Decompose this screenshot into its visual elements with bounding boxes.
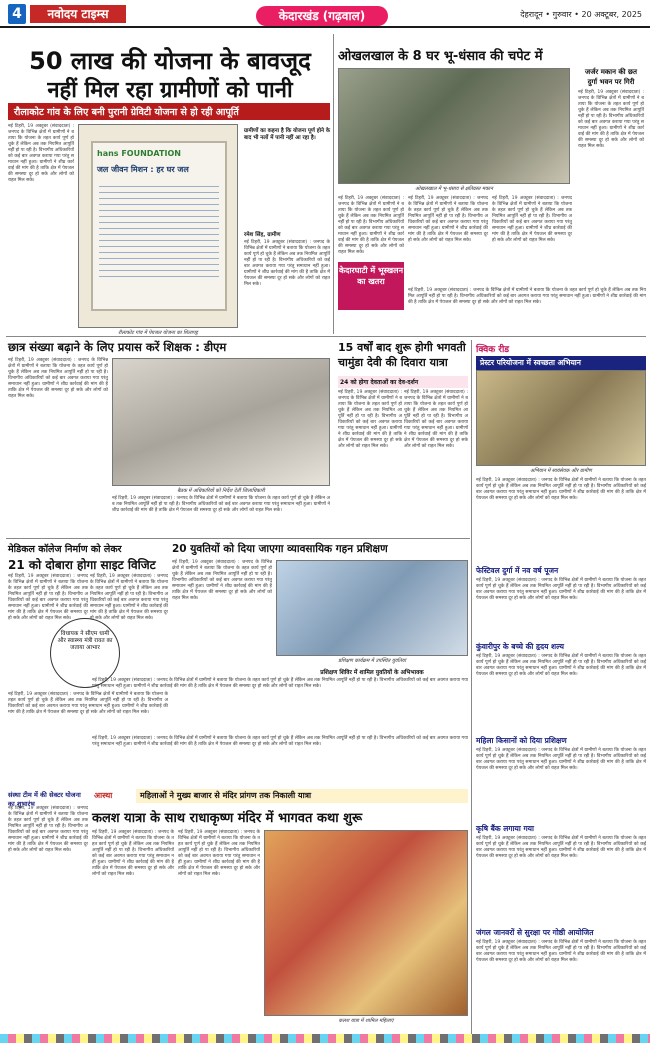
right-item4: कृषि बैंक लगाया गया [476,824,534,833]
story4-body-2: नई टिहरी, 19 अक्टूबर (संवाददाता) : जनपद के विभिन्न क्षेत्रों में ग्रामीणों ने बताया कि योजना के तहत कार्य पूर्ण हो चुके हैं लेकिन अब तक नियमित आपूर्ति नहीं हो पा रही है। विभागीय अधिकारियों को कई बार अवगत कराया गया परंतु समाधान नहीं हुआ। ग्रामीणों ने शीघ्र कार्रवाई की मांग की है ताकि क्षेत्र में पेयजल की समस्या दूर हो सके और लोगों को राहत मिल सके। [404,390,468,449]
story6-bar: प्रशिक्षण शिविर में शामिल युवतियों के अभिभावक [276,668,468,676]
section-label: केदारखंड (गढ़वाल) [256,6,388,26]
lead-caption: रौलाकोट गांव में पेयजल योजना का शिलापट्ट [118,330,198,336]
divider [6,336,646,337]
story6-headline: 20 युवतियों को दिया जाएगा व्यावसायिक गहन प्रशिक्षण [172,543,388,555]
story5-body-2: नई टिहरी, 19 अक्टूबर (संवाददाता) : जनपद के विभिन्न क्षेत्रों में ग्रामीणों ने बताया कि योजना के तहत कार्य पूर्ण हो चुके हैं लेकिन अब तक नियमित आपूर्ति नहीं हो पा रही है। विभागीय अधिकारियों को कई बार अवगत कराया गया परंतु समाधान नहीं हुआ। ग्रामीणों ने शीघ्र कार्रवाई की मांग की है ताकि क्षेत्र में पेयजल की समस्या दूर हो सके और लोगों को राहत मिल सके। [90,574,169,621]
board-title: जल जीवन मिशन : हर घर जल [97,165,189,174]
dateline: देहरादून • गुरुवार • 20 अक्टूबर, 2025 [520,10,642,19]
story2-body-2: नई टिहरी, 19 अक्टूबर (संवाददाता) : जनपद के विभिन्न क्षेत्रों में ग्रामीणों ने बताया कि योजना के तहत कार्य पूर्ण हो चुके हैं लेकिन अब तक नियमित आपूर्ति नहीं हो पा रही है। विभागीय अधिकारियों को कई बार अवगत कराया गया परंतु समाधान नहीं हुआ। ग्रामीणों ने शीघ्र कार्रवाई की मांग की है ताकि क्षेत्र में पेयजल की समस्या दूर हो सके और लोगों को राहत मिल सके। [408,196,488,243]
story2-headline: ओखलखाल के 8 घर भू-धंसाव की चपेट में [338,49,543,64]
story2-sidebar-title: जर्जर मकान की छत [585,68,637,76]
alert-box: केदारघाटी में भूस्खलन का खतरा [338,262,404,310]
story6-caption: प्रशिक्षण कार्यक्रम में उपस्थित युवतियां [338,658,406,664]
divider [6,538,470,539]
story4-headline: 15 वर्षों बाद शुरू होगी भगवती चामुंडा देवी की दिवारा यात्रा [338,341,466,369]
right-item1: फेस्टिवल दुर्गा में नव वर्ष पूजन [476,566,559,575]
photo-board [91,141,227,311]
story2-body-1: नई टिहरी, 19 अक्टूबर (संवाददाता) : जनपद के विभिन्न क्षेत्रों में ग्रामीणों ने बताया कि योजना के तहत कार्य पूर्ण हो चुके हैं लेकिन अब तक नियमित आपूर्ति नहीं हो पा रही है। विभागीय अधिकारियों को कई बार अवगत कराया गया परंतु समाधान नहीं हुआ। ग्रामीणों ने शीघ्र कार्रवाई की मांग की है ताकि क्षेत्र में पेयजल की समस्या दूर हो सके और लोगों को राहत मिल सके। [338,196,404,255]
right-body-2: नई टिहरी, 19 अक्टूबर (संवाददाता) : जनपद के विभिन्न क्षेत्रों में ग्रामीणों ने बताया कि योजना के तहत कार्य पूर्ण हो चुके हैं लेकिन अब तक नियमित आपूर्ति नहीं हो पा रही है। विभागीय अधिकारियों को कई बार अवगत कराया गया परंतु समाधान नहीं हुआ। ग्रामीणों ने शीघ्र कार्रवाई की मांग की है ताकि क्षेत्र में पेयजल की समस्या दूर हो सके और लोगों को राहत मिल सके। [476,578,646,601]
story3-body-2: नई टिहरी, 19 अक्टूबर (संवाददाता) : जनपद के विभिन्न क्षेत्रों में ग्रामीणों ने बताया कि योजना के तहत कार्य पूर्ण हो चुके हैं लेकिन अब तक नियमित आपूर्ति नहीं हो पा रही है। विभागीय अधिकारियों को कई बार अवगत कराया गया परंतु समाधान नहीं हुआ। ग्रामीणों ने शीघ्र कार्रवाई की मांग की है ताकि क्षेत्र में पेयजल की समस्या दूर हो सके और लोगों को राहत मिल सके। [112,496,330,513]
board-lines [99,181,219,281]
story5-boxed: संस्था टीम में की सेक्टर योजना का शुभारंभ [8,791,81,808]
story7-body-1: नई टिहरी, 19 अक्टूबर (संवाददाता) : जनपद के विभिन्न क्षेत्रों में ग्रामीणों ने बताया कि योजना के तहत कार्य पूर्ण हो चुके हैं लेकिन अब तक नियमित आपूर्ति नहीं हो पा रही है। विभागीय अधिकारियों को कई बार अवगत कराया गया परंतु समाधान नहीं हुआ। ग्रामीणों ने शीघ्र कार्रवाई की मांग की है ताकि क्षेत्र में पेयजल की समस्या दूर हो सके और लोगों को राहत मिल सके। [92,830,174,877]
right-photo [476,370,646,466]
story2-caption: ओखलखाल में भू-धंसाव से क्षतिग्रस्त मकान [415,186,493,192]
lead-photo [78,124,238,328]
story6-photo [276,560,468,656]
lead-body-1: नई टिहरी, 19 अक्टूबर (संवाददाता) : जनपद के विभिन्न क्षेत्रों में ग्रामीणों ने बताया कि योजना के तहत कार्य पूर्ण हो चुके हैं लेकिन अब तक नियमित आपूर्ति नहीं हो पा रही है। विभागीय अधिकारियों को कई बार अवगत कराया गया परंतु समाधान नहीं हुआ। ग्रामीणों ने शीघ्र कार्रवाई की मांग की है ताकि क्षेत्र में पेयजल की समस्या दूर हो सके और लोगों को राहत मिल सके। [8,124,74,183]
circle-note-text: विधायक ने सीएम धामी और स्वास्थ्य मंत्री रावत का जताया आभार [57,631,113,651]
right-item5: जंगल जानवरों से सुरक्षा पर गोष्ठी आयोजित [476,928,594,937]
lead-headline-1: 50 लाख की योजना के बावजूद [29,47,311,75]
story7-caption: कलश यात्रा में शामिल महिलाएं [338,1018,394,1024]
story5-body-1: नई टिहरी, 19 अक्टूबर (संवाददाता) : जनपद के विभिन्न क्षेत्रों में ग्रामीणों ने बताया कि योजना के तहत कार्य पूर्ण हो चुके हैं लेकिन अब तक नियमित आपूर्ति नहीं हो पा रही है। विभागीय अधिकारियों को कई बार अवगत कराया गया परंतु समाधान नहीं हुआ। ग्रामीणों ने शीघ्र कार्रवाई की मांग की है ताकि क्षेत्र में पेयजल की समस्या दूर हो सके और लोगों को राहत मिल सके। [8,574,88,621]
lead-subhead: रौलाकोट गांव के लिए बनी पुरानी ग्रेविटी योजना से हो रही आपूर्ति [8,103,330,120]
story5-headline-2: 21 को दोबारा होगा साइट विजिट [8,558,156,572]
right-body-3: नई टिहरी, 19 अक्टूबर (संवाददाता) : जनपद के विभिन्न क्षेत्रों में ग्रामीणों ने बताया कि योजना के तहत कार्य पूर्ण हो चुके हैं लेकिन अब तक नियमित आपूर्ति नहीं हो पा रही है। विभागीय अधिकारियों को कई बार अवगत कराया गया परंतु समाधान नहीं हुआ। ग्रामीणों ने शीघ्र कार्रवाई की मांग की है ताकि क्षेत्र में पेयजल की समस्या दूर हो सके और लोगों को राहत मिल सके। [476,654,646,677]
lead-headline-2: नहीं मिल रहा ग्रामीणों को पानी [47,78,293,103]
story3-body-1: नई टिहरी, 19 अक्टूबर (संवाददाता) : जनपद के विभिन्न क्षेत्रों में ग्रामीणों ने बताया कि योजना के तहत कार्य पूर्ण हो चुके हैं लेकिन अब तक नियमित आपूर्ति नहीं हो पा रही है। विभागीय अधिकारियों को कई बार अवगत कराया गया परंतु समाधान नहीं हुआ। ग्रामीणों ने शीघ्र कार्रवाई की मांग की है ताकि क्षेत्र में पेयजल की समस्या दूर हो सके और लोगों को राहत मिल सके। [8,358,108,399]
quote-author: रमेश सिंह, ग्रामीण [244,232,281,238]
story3-headline: छात्र संख्या बढ़ाने के लिए प्रयास करें शिक्षक : डीएम [8,340,227,354]
story6-body-2: नई टिहरी, 19 अक्टूबर (संवाददाता) : जनपद के विभिन्न क्षेत्रों में ग्रामीणों ने बताया कि योजना के तहत कार्य पूर्ण हो चुके हैं लेकिन अब तक नियमित आपूर्ति नहीं हो पा रही है। विभागीय अधिकारियों को कई बार अवगत कराया गया परंतु समाधान नहीं हुआ। ग्रामीणों ने शीघ्र कार्रवाई की मांग की है ताकि क्षेत्र में पेयजल की समस्या दूर हो सके और लोगों को राहत मिल सके। [92,678,468,689]
story5-body-3: नई टिहरी, 19 अक्टूबर (संवाददाता) : जनपद के विभिन्न क्षेत्रों में ग्रामीणों ने बताया कि योजना के तहत कार्य पूर्ण हो चुके हैं लेकिन अब तक नियमित आपूर्ति नहीं हो पा रही है। विभागीय अधिकारियों को कई बार अवगत कराया गया परंतु समाधान नहीं हुआ। ग्रामीणों ने शीघ्र कार्रवाई की मांग की है ताकि क्षेत्र में पेयजल की समस्या दूर हो सके और लोगों को राहत मिल सके। [8,692,168,715]
story7-body-2: नई टिहरी, 19 अक्टूबर (संवाददाता) : जनपद के विभिन्न क्षेत्रों में ग्रामीणों ने बताया कि योजना के तहत कार्य पूर्ण हो चुके हैं लेकिन अब तक नियमित आपूर्ति नहीं हो पा रही है। विभागीय अधिकारियों को कई बार अवगत कराया गया परंतु समाधान नहीं हुआ। ग्रामीणों ने शीघ्र कार्रवाई की मांग की है ताकि क्षेत्र में पेयजल की समस्या दूर हो सके और लोगों को राहत मिल सके। [178,830,260,877]
right-caption: अभियान में स्वयंसेवक और ग्रामीण [530,468,592,474]
story7-headline: कलश यात्रा के साथ राधाकृष्ण मंदिर में भागवत कथा शुरू [92,811,363,826]
story4-body-1: नई टिहरी, 19 अक्टूबर (संवाददाता) : जनपद के विभिन्न क्षेत्रों में ग्रामीणों ने बताया कि योजना के तहत कार्य पूर्ण हो चुके हैं लेकिन अब तक नियमित आपूर्ति नहीं हो पा रही है। विभागीय अधिकारियों को कई बार अवगत कराया गया परंतु समाधान नहीं हुआ। ग्रामीणों ने शीघ्र कार्रवाई की मांग की है ताकि क्षेत्र में पेयजल की समस्या दूर हो सके और लोगों को राहत मिल सके। [338,390,402,449]
right-body-5: नई टिहरी, 19 अक्टूबर (संवाददाता) : जनपद के विभिन्न क्षेत्रों में ग्रामीणों ने बताया कि योजना के तहत कार्य पूर्ण हो चुके हैं लेकिन अब तक नियमित आपूर्ति नहीं हो पा रही है। विभागीय अधिकारियों को कई बार अवगत कराया गया परंतु समाधान नहीं हुआ। ग्रामीणों ने शीघ्र कार्रवाई की मांग की है ताकि क्षेत्र में पेयजल की समस्या दूर हो सके और लोगों को राहत मिल सके। [476,836,646,859]
story3-photo [112,358,330,486]
story7-photo [264,830,468,1016]
right-body-1: नई टिहरी, 19 अक्टूबर (संवाददाता) : जनपद के विभिन्न क्षेत्रों में ग्रामीणों ने बताया कि योजना के तहत कार्य पूर्ण हो चुके हैं लेकिन अब तक नियमित आपूर्ति नहीं हो पा रही है। विभागीय अधिकारियों को कई बार अवगत कराया गया परंतु समाधान नहीं हुआ। ग्रामीणों ने शीघ्र कार्रवाई की मांग की है ताकि क्षेत्र में पेयजल की समस्या दूर हो सके और लोगों को राहत मिल सके। [476,478,646,501]
foundation-logo: hans FOUNDATION [97,149,181,158]
story7-topline: महिलाओं ने मुख्य बाजार से मंदिर प्रांगण तक निकाली यात्रा [136,789,468,803]
brand-logo: नवोदय टाइम्स [30,5,126,23]
right-body-6: नई टिहरी, 19 अक्टूबर (संवाददाता) : जनपद के विभिन्न क्षेत्रों में ग्रामीणों ने बताया कि योजना के तहत कार्य पूर्ण हो चुके हैं लेकिन अब तक नियमित आपूर्ति नहीं हो पा रही है। विभागीय अधिकारियों को कई बार अवगत कराया गया परंतु समाधान नहीं हुआ। ग्रामीणों ने शीघ्र कार्रवाई की मांग की है ताकि क्षेत्र में पेयजल की समस्या दूर हो सके और लोगों को राहत मिल सके। [476,940,646,963]
story2-photo [338,68,570,184]
divider [471,340,472,1034]
story2-body-3: नई टिहरी, 19 अक्टूबर (संवाददाता) : जनपद के विभिन्न क्षेत्रों में ग्रामीणों ने बताया कि योजना के तहत कार्य पूर्ण हो चुके हैं लेकिन अब तक नियमित आपूर्ति नहीं हो पा रही है। विभागीय अधिकारियों को कई बार अवगत कराया गया परंतु समाधान नहीं हुआ। ग्रामीणों ने शीघ्र कार्रवाई की मांग की है ताकि क्षेत्र में पेयजल की समस्या दूर हो सके और लोगों को राहत मिल सके। [492,196,572,243]
right-item2: कुंवारीपुर के बच्चे की हृदय शल्य [476,642,564,651]
story5-body-4: नई टिहरी, 19 अक्टूबर (संवाददाता) : जनपद के विभिन्न क्षेत्रों में ग्रामीणों ने बताया कि योजना के तहत कार्य पूर्ण हो चुके हैं लेकिन अब तक नियमित आपूर्ति नहीं हो पा रही है। विभागीय अधिकारियों को कई बार अवगत कराया गया परंतु समाधान नहीं हुआ। ग्रामीणों ने शीघ्र कार्रवाई की मांग की है ताकि क्षेत्र में पेयजल की समस्या दूर हो सके और लोगों को राहत मिल सके। [8,806,88,853]
color-strip [0,1034,650,1043]
story4-tag: 24 को होगा देवताओं का देव-दर्शन [338,376,468,388]
quick-read-label: क्विक रीड [476,345,510,355]
story6-body-3: नई टिहरी, 19 अक्टूबर (संवाददाता) : जनपद के विभिन्न क्षेत्रों में ग्रामीणों ने बताया कि योजना के तहत कार्य पूर्ण हो चुके हैं लेकिन अब तक नियमित आपूर्ति नहीं हो पा रही है। विभागीय अधिकारियों को कई बार अवगत कराया गया परंतु समाधान नहीं हुआ। ग्रामीणों ने शीघ्र कार्रवाई की मांग की है ताकि क्षेत्र में पेयजल की समस्या दूर हो सके और लोगों को राहत मिल सके। [92,736,468,747]
right-item3: महिला किसानों को दिया प्रशिक्षण [476,736,567,745]
story2-sidebar-body: नई टिहरी, 19 अक्टूबर (संवाददाता) : जनपद के विभिन्न क्षेत्रों में ग्रामीणों ने बताया कि योजना के तहत कार्य पूर्ण हो चुके हैं लेकिन अब तक नियमित आपूर्ति नहीं हो पा रही है। विभागीय अधिकारियों को कई बार अवगत कराया गया परंतु समाधान नहीं हुआ। ग्रामीणों ने शीघ्र कार्रवाई की मांग की है ताकि क्षेत्र में पेयजल की समस्या दूर हो सके और लोगों को राहत मिल सके। [578,90,644,149]
divider [333,34,334,334]
story6-body-1: नई टिहरी, 19 अक्टूबर (संवाददाता) : जनपद के विभिन्न क्षेत्रों में ग्रामीणों ने बताया कि योजना के तहत कार्य पूर्ण हो चुके हैं लेकिन अब तक नियमित आपूर्ति नहीं हो पा रही है। विभागीय अधिकारियों को कई बार अवगत कराया गया परंतु समाधान नहीं हुआ। ग्रामीणों ने शीघ्र कार्रवाई की मांग की है ताकि क्षेत्र में पेयजल की समस्या दूर हो सके और लोगों को राहत मिल सके। [172,560,272,601]
lead-body-2: नई टिहरी, 19 अक्टूबर (संवाददाता) : जनपद के विभिन्न क्षेत्रों में ग्रामीणों ने बताया कि योजना के तहत कार्य पूर्ण हो चुके हैं लेकिन अब तक नियमित आपूर्ति नहीं हो पा रही है। विभागीय अधिकारियों को कई बार अवगत कराया गया परंतु समाधान नहीं हुआ। ग्रामीणों ने शीघ्र कार्रवाई की मांग की है ताकि क्षेत्र में पेयजल की समस्या दूर हो सके और लोगों को राहत मिल सके। [244,240,330,287]
lead-pull-quote: ग्रामीणों का कहना है कि योजना पूर्ण होने के बाद भी नलों में पानी नहीं आ रहा है। [244,128,330,141]
quick-read-title: प्रेस्टर परियोजना में स्वच्छता अभियान [476,356,646,370]
story2-sidebar-sub: दुर्गा भवन पर गिरी [587,78,635,86]
right-body-4: नई टिहरी, 19 अक्टूबर (संवाददाता) : जनपद के विभिन्न क्षेत्रों में ग्रामीणों ने बताया कि योजना के तहत कार्य पूर्ण हो चुके हैं लेकिन अब तक नियमित आपूर्ति नहीं हो पा रही है। विभागीय अधिकारियों को कई बार अवगत कराया गया परंतु समाधान नहीं हुआ। ग्रामीणों ने शीघ्र कार्रवाई की मांग की है ताकि क्षेत्र में पेयजल की समस्या दूर हो सके और लोगों को राहत मिल सके। [476,748,646,771]
page-number: 4 [8,4,26,24]
story3-caption: बैठक में अधिकारियों को निर्देश देतीं जिलाधिकारी [177,488,265,494]
story2-body-4: नई टिहरी, 19 अक्टूबर (संवाददाता) : जनपद के विभिन्न क्षेत्रों में ग्रामीणों ने बताया कि योजना के तहत कार्य पूर्ण हो चुके हैं लेकिन अब तक नियमित आपूर्ति नहीं हो पा रही है। विभागीय अधिकारियों को कई बार अवगत कराया गया परंतु समाधान नहीं हुआ। ग्रामीणों ने शीघ्र कार्रवाई की मांग की है ताकि क्षेत्र में पेयजल की समस्या दूर हो सके और लोगों को राहत मिल सके। [408,288,646,305]
story5-headline-1: मेडिकल कॉलेज निर्माण को लेकर [8,544,122,555]
story7-label: आस्था [94,791,113,800]
